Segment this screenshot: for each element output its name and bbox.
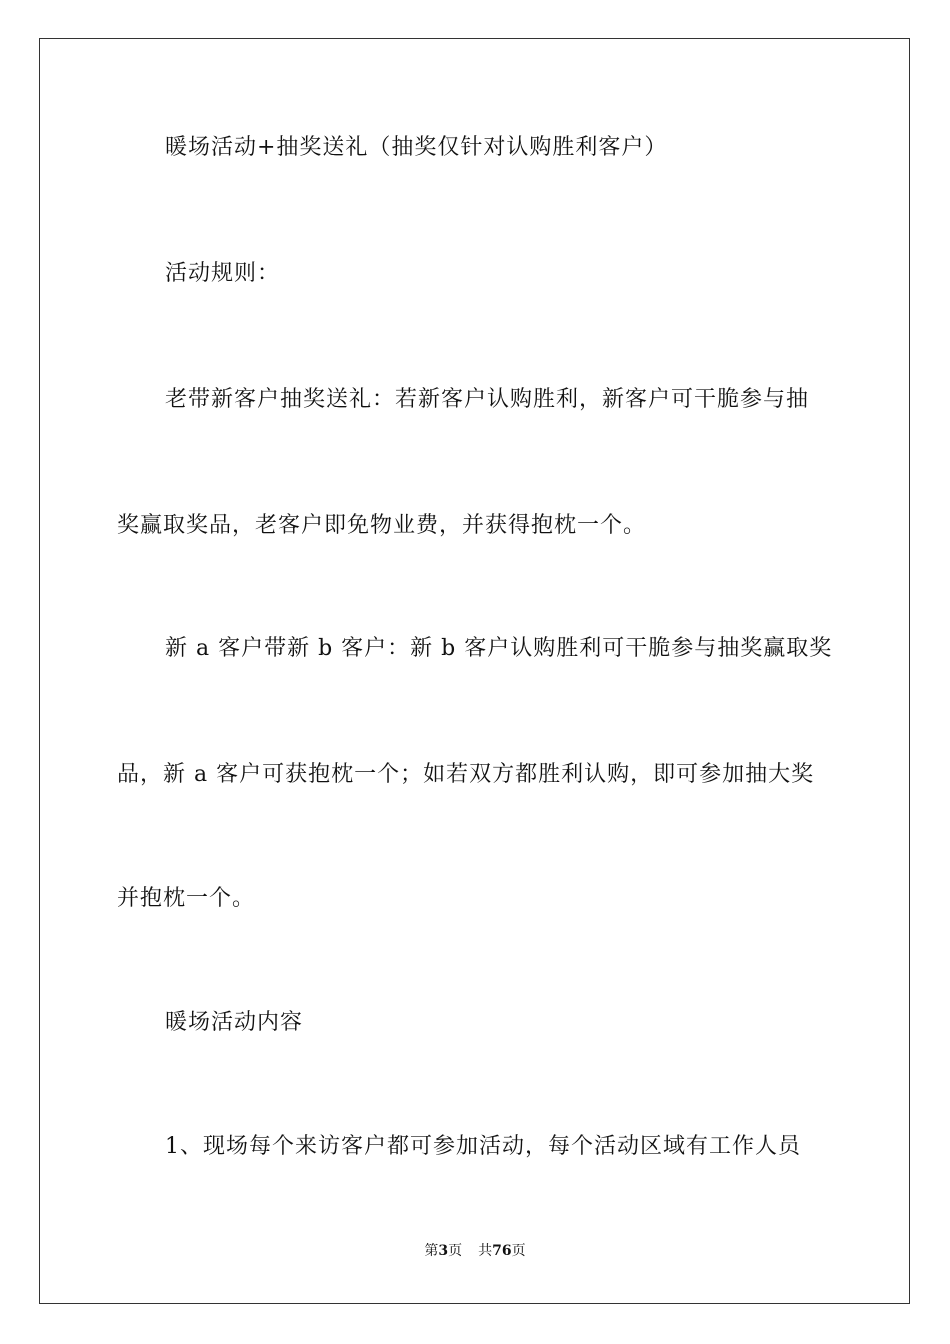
page-prefix: 第 (424, 1243, 439, 1259)
paragraph-line-9: 1、现场每个来访客户都可参加活动，每个活动区域有工作人员 (165, 1134, 801, 1159)
paragraph-line-6: 品，新 a 客户可获抱枕一个；如若双方都胜利认购，即可参加抽大奖 (117, 762, 815, 787)
page-footer (0, 1241, 950, 1261)
page-suffix: 页 (448, 1243, 463, 1259)
total-prefix: 共 (478, 1243, 493, 1259)
total-suffix: 页 (511, 1243, 526, 1259)
paragraph-line-2: 活动规则： (165, 261, 281, 286)
page-number: 3 (438, 1243, 449, 1259)
paragraph-line-4: 奖赢取奖品，老客户即免物业费，并获得抱枕一个。 (117, 513, 647, 538)
paragraph-line-5: 新 a 客户带新 b 客户：新 b 客户认购胜利可干脆参与抽奖赢取奖 (165, 636, 833, 661)
paragraph-line-8: 暖场活动内容 (165, 1010, 304, 1035)
paragraph-line-1: 暖场活动+抽奖送礼（抽奖仅针对认购胜利客户） (165, 135, 668, 160)
paragraph-line-3: 老带新客户抽奖送礼：若新客户认购胜利，新客户可干脆参与抽 (165, 387, 810, 412)
paragraph-line-7: 并抱枕一个。 (117, 886, 256, 911)
total-pages: 76 (492, 1243, 512, 1259)
page-border (39, 38, 910, 1304)
